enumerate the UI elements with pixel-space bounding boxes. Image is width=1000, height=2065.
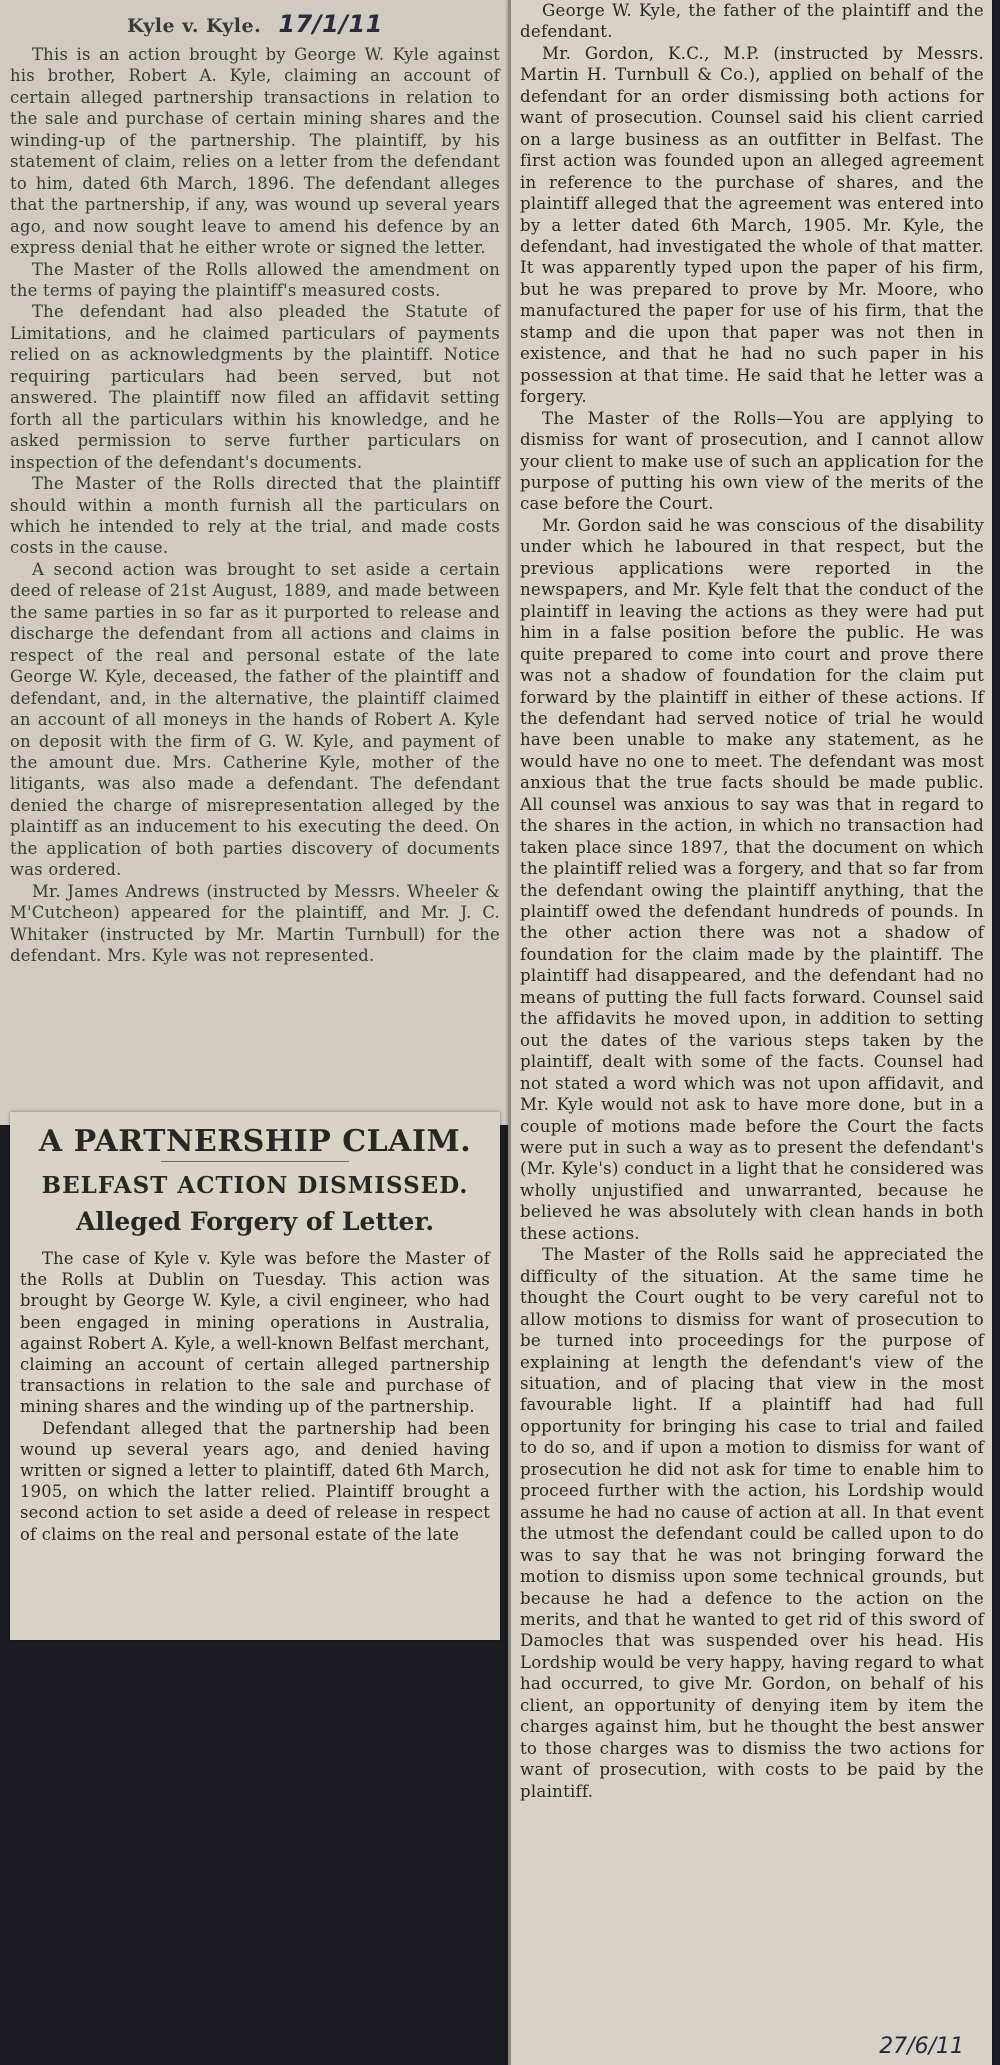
handwritten-date-note: 27/6/11 bbox=[879, 2034, 964, 2059]
paragraph: Defendant alleged that the partnership had been wound up several years ago, and denied having written or signed a letter to plaintiff, dated 6th March, 1905, on which the latter relied. Plaintiff brought a second action to set aside a deed of release in respect of claims on the real and personal estate of the late bbox=[20, 1418, 490, 1544]
subheadline: BELFAST ACTION DISMISSED. bbox=[41, 1172, 469, 1199]
clipping-title-row bbox=[10, 10, 500, 38]
paragraph: The Master of the Rolls directed that the plaintiff should within a month furnish all the particulars on which he intended to rely at the trial, and made costs costs in the cause. bbox=[10, 474, 500, 558]
handwritten-date-note: 17/1/11 bbox=[278, 10, 383, 38]
clipping-title: Kyle v. Kyle. bbox=[127, 15, 262, 37]
paragraph: A second action was brought to set aside a certain deed of release of 21st August, 1889, and made between the same parties in so far as it purported to release and discharge the defendant from all actions and claims in respect of the real and personal estate of the late George W. Kyle, deceased, the father of the plaintiff and defendant, and, in the alternative, the plaintiff claimed an account of all moneys in the hands of Robert A. Kyle on deposit with the firm of G. W. Kyle, and payment of the amount due. Mrs. Catherine Kyle, mother of the litigants, was also made a defendant. The defendant denied the charge of misrepresentation alleged by the plaintiff as an inducement to his executing the deed. On the application of both parties discovery of documents was ordered. bbox=[10, 559, 500, 880]
headline: A PARTNERSHIP CLAIM. bbox=[38, 1124, 472, 1159]
paragraph: George W. Kyle, the father of the plaintiff and the defendant. bbox=[520, 1, 984, 42]
paragraph: The Master of the Rolls allowed the amendment on the terms of paying the plaintiff's measured costs. bbox=[10, 259, 500, 300]
paragraph: The defendant had also pleaded the Statute of Limitations, and he claimed particulars of payments relied on as acknowledgments by the plaintiff. Notice requiring particulars had been served, but not answered. The plaintiff now filed an affidavit setting forth all the particulars within his knowledge, and he asked permission to serve further particulars on inspection of the defendant's documents. bbox=[10, 302, 500, 472]
headline-rule bbox=[161, 1161, 349, 1162]
clipping-kyle-v-kyle-january bbox=[0, 0, 508, 1125]
paragraph: Mr. Gordon, K.C., M.P. (instructed by Messrs. Martin H. Turnbull & Co.), applied on behalf of the defendant for an order dismissing both actions for want of prosecution. Counsel said his client carried on a large business as an outfitter in Belfast. The first action was founded upon an alleged agreement in reference to the purchase of shares, and the plaintiff alleged that the agreement was entered into by a letter dated 6th March, 1905. Mr. Kyle, the defendant, had investigated the whole of that matter. It was apparently typed upon the paper of his firm, but he was prepared to prove by Mr. Moore, who manufactured the paper for use of his firm, that the stamp and die upon that paper was not then in existence, and that he had no such paper in his possession at that time. He said that he letter was a forgery. bbox=[520, 43, 984, 407]
paragraph: The Master of the Rolls said he appreciated the difficulty of the situation. At the same time he thought the Court ought to be very careful not to allow motions to dismiss for want of prosecution to be turned into proceedings for the purpose of explaining at length the defendant's view of the situation, and of placing that view in the most favourable light. If a plaintiff had had full opportunity for bringing his case to trial and failed to do so, and if upon a motion to dismiss for want of prosecution he did not ask for time to enable him to proceed further with the action, his Lordship would assume he had no cause of action at all. In that event the utmost the defendant could be called upon to do was to say that he was not bringing forward the motion to dismiss upon some technical grounds, but because he had a defence to the action on the merits, and that he wanted to get rid of this sword of Damocles that was suspended over his head. His Lordship would be very happy, having regard to what had occurred, to give Mr. Gordon, on behalf of his client, an opportunity of denying item by item the charges against him, but he thought the best answer to those charges was to dismiss the two actions for want of prosecution, with costs to be paid by the plaintiff. bbox=[520, 1245, 984, 1801]
column-edge bbox=[508, 0, 511, 2065]
clipping-partnership-claim bbox=[10, 1112, 500, 1640]
paragraph: Mr. Gordon said he was conscious of the disability under which he laboured in that respect, but the previous applications were reported in the newspapers, and Mr. Kyle felt that the conduct of the plaintiff in leaving the actions as they were had put him in a false position before the public. He was quite prepared to come into court and prove there was not a shadow of foundation for the claim put forward by the plaintiff in either of these actions. If the defendant had served notice of trial he would have been unable to make any statement, as he would have no one to meet. The defendant was most anxious that the true facts should be made public. All counsel was anxious to say was that in regard to the shares in the action, in which no transaction had taken place since 1897, that the document on which the plaintiff relied was a forgery, and that so far from the defendant owing the plaintiff anything, that the plaintiff owed the defendant hundreds of pounds. In the other action there was not a shadow of foundation for the claim made by the plaintiff. The plaintiff had disappeared, and the defendant had no means of putting the full facts forward. Counsel said the affidavits he moved upon, in addition to setting out the dates of the various steps taken by the plaintiff, dealt with some of the facts. Counsel had not stated a word which was not upon affidavit, and Mr. Kyle would not ask to have more done, but in a couple of motions made before the Court the facts were put in such a way as to present the defendant's (Mr. Kyle's) conduct in a light that he considered was wholly unjustified and unwarranted, because he believed he was absolutely with clean hands in both these actions. bbox=[520, 515, 984, 1243]
deck-headline: Alleged Forgery of Letter. bbox=[75, 1207, 435, 1236]
paragraph: This is an action brought by George W. Kyle against his brother, Robert A. Kyle, claiming an account of certain alleged partnership transactions in relation to the sale and purchase of certain mining shares and the winding-up of the partnership. The plaintiff, by his statement of claim, relies on a letter from the defendant to him, dated 6th March, 1896. The defendant alleges that the partnership, if any, was wound up several years ago, and now sought leave to amend his defence by an express denial that he either wrote or signed the letter. bbox=[10, 45, 500, 258]
paragraph: The case of Kyle v. Kyle was before the Master of the Rolls at Dublin on Tuesday. This action was brought by George W. Kyle, a civil engineer, who had been engaged in mining operations in Australia, against Robert A. Kyle, a well-known Belfast merchant, claiming an account of certain alleged partnership transactions in relation to the sale and purchase of mining shares and the winding up of the partnership. bbox=[20, 1249, 490, 1417]
paragraph: Mr. James Andrews (instructed by Messrs. Wheeler & M'Cutcheon) appeared for the plaintiff, and Mr. J. C. Whitaker (instructed by Mr. Martin Turnbull) for the defendant. Mrs. Kyle was not represented. bbox=[10, 881, 500, 966]
clipping-continuation-column bbox=[508, 0, 992, 2065]
paragraph: The Master of the Rolls—You are applying to dismiss for want of prosecution, and I cannot allow your client to make use of such an application for the purpose of putting his own view of the merits of the case before the Court. bbox=[520, 408, 984, 514]
